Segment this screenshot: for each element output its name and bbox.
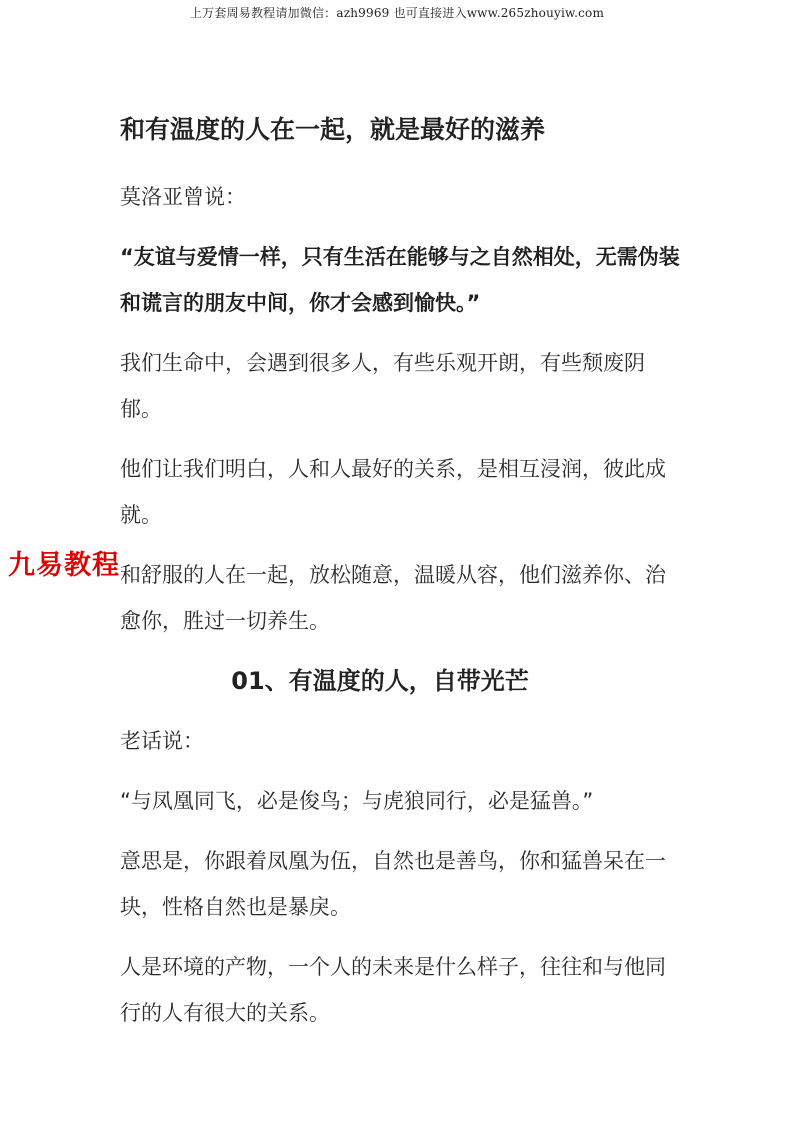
spacer — [120, 326, 680, 340]
paragraph-2: 他们让我们明白，人和人最好的关系，是相互浸润，彼此成就。 — [120, 457, 666, 527]
spacer — [120, 644, 680, 658]
paragraph-6: 意思是，你跟着凤凰为伍，自然也是善鸟，你和猛兽呆在一块，性格自然也是暴戾。 — [120, 849, 666, 919]
watermark-logo-text: 九易教程 — [8, 550, 120, 581]
top-banner: 上万套周易教程请加微信：azh9969 也可直接进入www.265zhouyiw.com — [189, 6, 605, 20]
bold-quote: “友谊与爱情一样，只有生活在能够与之自然相处，无需伪装和谎言的朋友中间，你才会感到愉快。” — [120, 245, 680, 315]
paragraph-5: “与凤凰同飞，必是俊鸟；与虎狼同行，必是猛兽。” — [120, 789, 594, 813]
paragraph-3: 和舒服的人在一起，放松随意，温暖从容，他们滋养你、治愈你，胜过一切养生。 — [120, 563, 666, 633]
spacer — [120, 432, 680, 446]
spacer — [120, 930, 680, 944]
paragraph-7: 人是环境的产物，一个人的未来是什么样子，往往和与他同行的人有很大的关系。 — [120, 955, 666, 1025]
article-body — [120, 108, 680, 1036]
spacer — [120, 704, 680, 718]
paragraph-1: 我们生命中，会遇到很多人，有些乐观开朗，有些颓废阴郁。 — [120, 351, 645, 421]
spacer — [120, 764, 680, 778]
section-title: 01、有温度的人，自带光芒 — [231, 667, 529, 695]
spacer — [120, 220, 680, 234]
intro-label: 莫洛亚曾说： — [120, 185, 246, 209]
article-title: 和有温度的人在一起，就是最好的滋养 — [120, 115, 546, 144]
spacer — [120, 824, 680, 838]
paragraph-4: 老话说： — [120, 729, 204, 753]
spacer — [120, 152, 680, 174]
spacer — [120, 538, 680, 552]
